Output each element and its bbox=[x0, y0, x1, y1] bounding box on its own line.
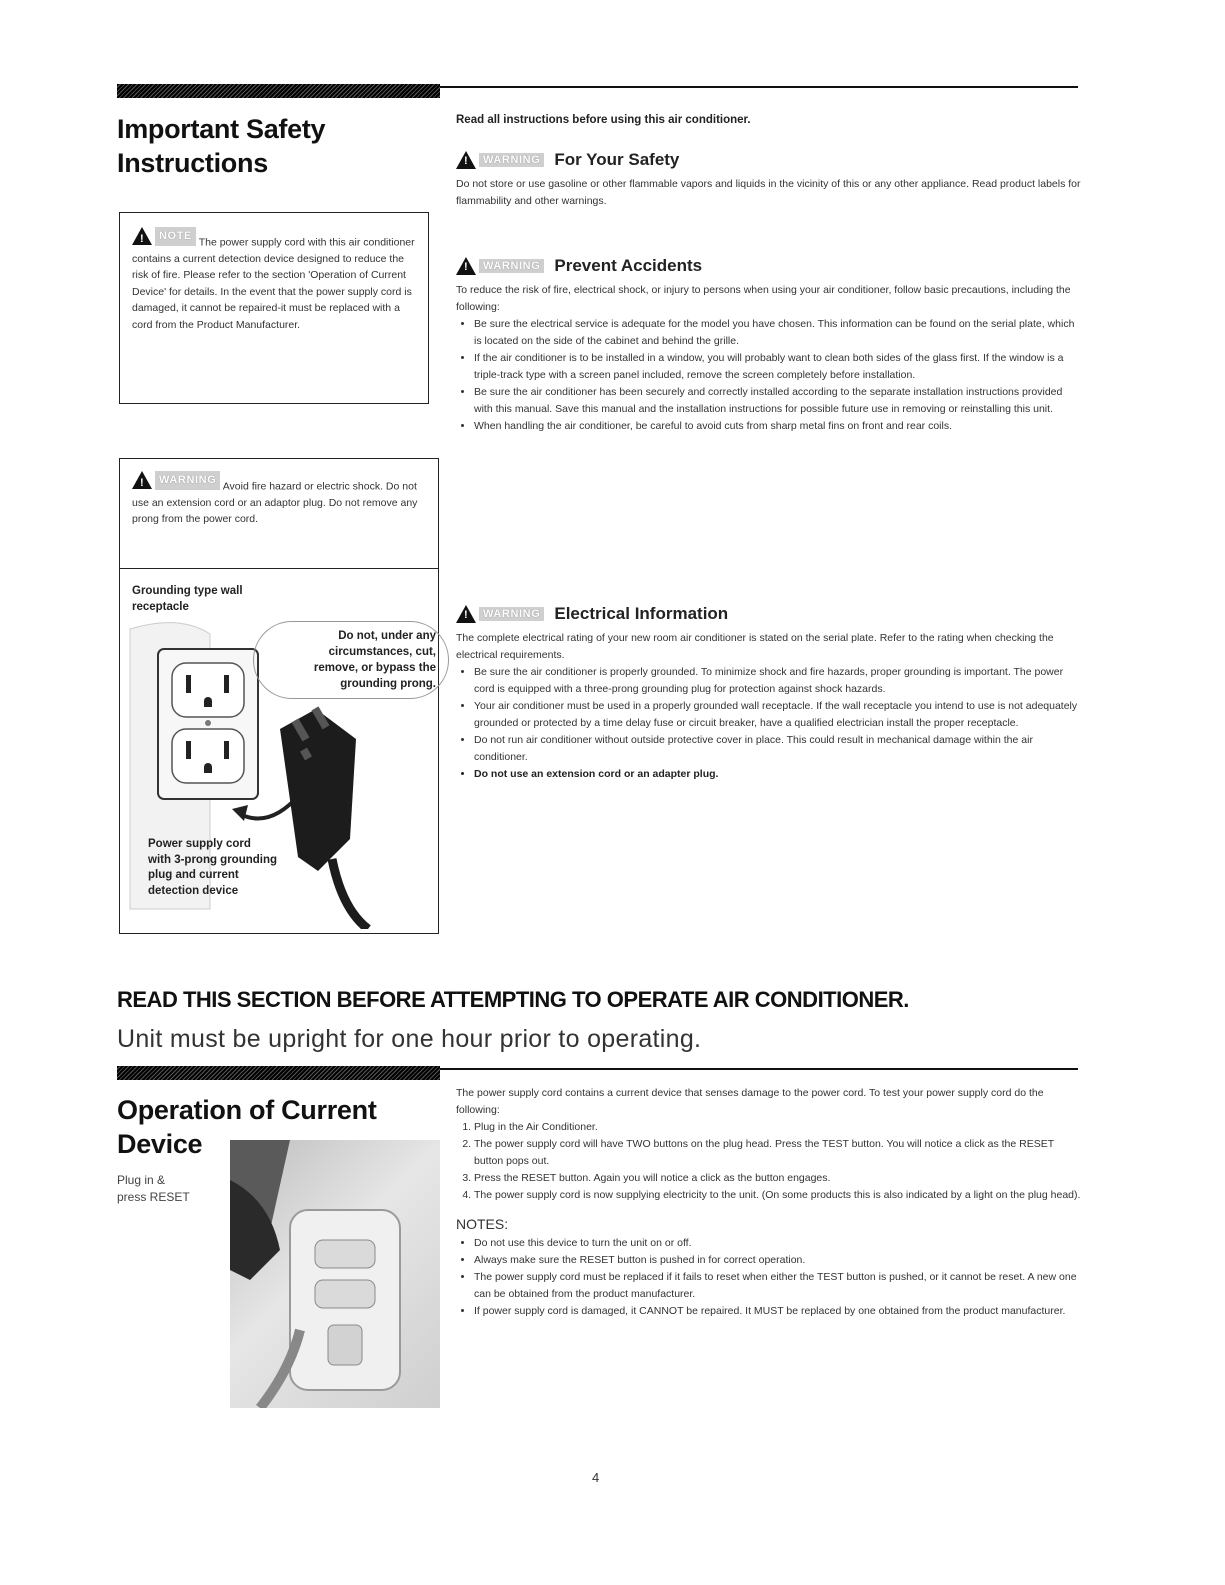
list-item: • Do not use this device to turn the unit on or off. bbox=[474, 1235, 1081, 1252]
operation-intro: The power supply cord contains a current device that senses damage to the power cord. To test your power supply cord do the following: bbox=[456, 1087, 1044, 1116]
plug-head-icon bbox=[230, 1140, 440, 1408]
plug-icon bbox=[280, 706, 368, 929]
warning-triangle-icon bbox=[132, 471, 152, 489]
plug-reset-photo bbox=[230, 1140, 440, 1408]
list-item: • If the air conditioner is to be installed in a window, you will probably want to clean both sides of the glass first. If the window is a triple-track type with a screen panel included, remove the screen completely before installation. bbox=[474, 350, 1081, 384]
list-item: • The power supply cord must be replaced if it fails to reset when either the TEST button is pushed, or it cannot be reset. A new one can be obtained from the product manufacturer. bbox=[474, 1269, 1081, 1303]
list-item: 2. The power supply cord will have TWO buttons on the plug head. Press the TEST button. You will notice a click as the RESET button pops out. bbox=[474, 1136, 1081, 1170]
for-your-safety-text: Do not store or use gasoline or other flammable vapors and liquids in the vicinity of this or any other appliance. Read product labels for flammability and other warnings. bbox=[456, 178, 1081, 207]
operation-hatch-bar bbox=[117, 1066, 440, 1080]
prevent-accidents-section bbox=[456, 256, 1081, 435]
warning-badge: ! WARNING bbox=[456, 257, 544, 275]
list-item: • If power supply cord is damaged, it CANNOT be repaired. It MUST be replaced by one obtained from the product manufacturer. bbox=[474, 1303, 1081, 1320]
operation-title: Operation of Current Device bbox=[117, 1095, 377, 1159]
extension-warning-text: Avoid fire hazard or electric shock. Do not use an extension cord or an adaptor plug. Do not remove any prong from the power cord. bbox=[132, 480, 418, 526]
top-hatch-bar bbox=[117, 84, 440, 98]
list-item: 1. Plug in the Air Conditioner. bbox=[474, 1119, 1081, 1136]
warning-triangle-icon bbox=[456, 151, 476, 169]
upright-notice: Unit must be upright for one hour prior to operating. bbox=[117, 1025, 702, 1053]
electrical-information-title: Electrical Information bbox=[554, 604, 729, 623]
receptacle-label: Grounding type wall receptacle bbox=[132, 585, 243, 613]
read-section-heading: READ THIS SECTION BEFORE ATTEMPTING TO OPERATE AIR CONDITIONER. bbox=[117, 987, 909, 1012]
top-rule bbox=[440, 86, 1078, 88]
note-box bbox=[119, 212, 429, 404]
list-item: • Be sure the air conditioner is properly grounded. To minimize shock and fire hazards, proper grounding is important. The power cord is equipped with a three-prong grounding plug for protection against shock hazards. bbox=[474, 664, 1081, 698]
list-item: 3. Press the RESET button. Again you will notice a click as the button engages. bbox=[474, 1170, 1081, 1187]
notes-title: NOTES: bbox=[456, 1216, 509, 1232]
list-item: • Be sure the air conditioner has been securely and correctly installed according to the separate installation instructions provided with this manual. Save this manual and the installation instructions for possible future use in removing or reinstalling this unit. bbox=[474, 384, 1081, 418]
power-cord-label: Power supply cord with 3-prong grounding plug and current detection device bbox=[148, 838, 278, 897]
grounding-figure-box bbox=[119, 568, 439, 934]
list-item: • Do not run air conditioner without outside protective cover in place. This could result in mechanical damage within the air conditioner. bbox=[474, 732, 1081, 766]
prevent-accidents-title: Prevent Accidents bbox=[554, 256, 703, 275]
read-all-instructions: Read all instructions before using this air conditioner. bbox=[456, 114, 751, 126]
electrical-information-section bbox=[456, 604, 1081, 783]
warning-badge: ! WARNING bbox=[132, 471, 220, 490]
operation-rule bbox=[440, 1068, 1078, 1070]
list-item: • When handling the air conditioner, be careful to avoid cuts from sharp metal fins on front and rear coils. bbox=[474, 418, 1081, 435]
for-your-safety-title: For Your Safety bbox=[554, 150, 680, 169]
list-item: • Be sure the electrical service is adequate for the model you have chosen. This information can be found on the serial plate, which is located on the side of the cabinet and behind the grille. bbox=[474, 316, 1081, 350]
list-item: • Always make sure the RESET button is pushed in for correct operation. bbox=[474, 1252, 1081, 1269]
warning-triangle-icon bbox=[132, 227, 152, 245]
warning-triangle-icon bbox=[456, 605, 476, 623]
page-number: 4 bbox=[592, 1470, 600, 1485]
prevent-accidents-list bbox=[456, 316, 1081, 435]
extension-warning-box bbox=[119, 458, 439, 568]
warning-triangle-icon bbox=[456, 257, 476, 275]
warning-badge: ! WARNING bbox=[456, 151, 544, 169]
notes-list bbox=[456, 1235, 1081, 1320]
grounding-prong-callout: Do not, under any circumstances, cut, remove, or bypass the grounding prong. bbox=[253, 621, 449, 699]
note-badge: ! NOTE bbox=[132, 227, 196, 246]
safety-title: Important Safety Instructions bbox=[117, 114, 326, 178]
electrical-information-list bbox=[456, 664, 1081, 783]
wall-outlet-icon bbox=[158, 649, 258, 799]
for-your-safety-section bbox=[456, 150, 1081, 210]
photo-caption: Plug in & press RESET bbox=[117, 1173, 190, 1204]
warning-badge: ! WARNING bbox=[456, 605, 544, 623]
operation-text bbox=[456, 1085, 1081, 1320]
prevent-accidents-intro: To reduce the risk of fire, electrical shock, or injury to persons when using your air conditioner, follow basic precautions, including the following: bbox=[456, 284, 1071, 313]
electrical-information-intro: The complete electrical rating of your new room air conditioner is stated on the serial plate. Refer to the rating when checking the electrical requirements. bbox=[456, 632, 1054, 661]
list-item: 4. The power supply cord is now supplying electricity to the unit. (On some products this is also indicated by a light on the plug head). bbox=[474, 1187, 1081, 1204]
note-text: The power supply cord with this air conditioner contains a current detection device designed to reduce the risk of fire. Please refer to the section 'Operation of Current Device' for details. In the event that the power supply cord is damaged, it cannot be repaired-it must be replaced with a cord from the Product Manufacturer. bbox=[132, 236, 415, 331]
list-item: • Do not use an extension cord or an adapter plug. bbox=[474, 766, 1081, 783]
list-item: • Your air conditioner must be used in a properly grounded wall receptacle. If the wall receptacle you intend to use is not adequately grounded or protected by a time delay fuse or circuit breaker, have a qualified electrician install the proper receptacle. bbox=[474, 698, 1081, 732]
operation-steps bbox=[456, 1119, 1081, 1204]
